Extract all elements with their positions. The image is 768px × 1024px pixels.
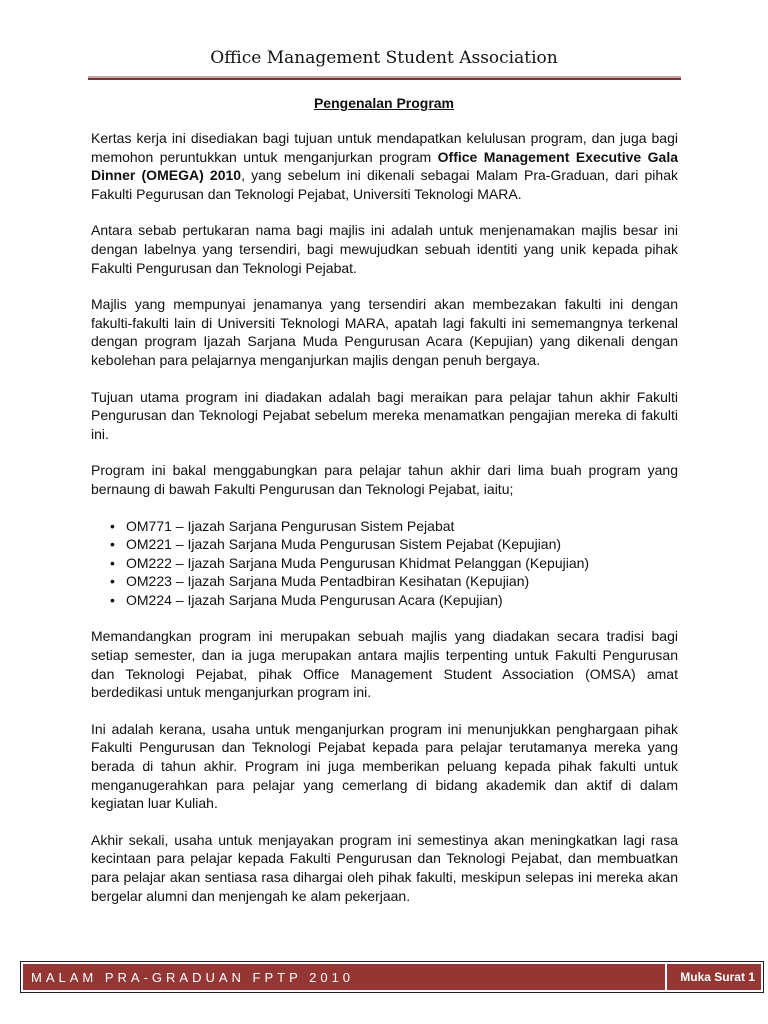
program-list [91,517,678,610]
page-footer [20,961,764,993]
list-item: • OM223 – Ijazah Sarjana Muda Pentadbiran Kesihatan (Kepujian) [126,572,678,591]
page-number: Muka Surat 1 [667,964,761,990]
footer-event-title: MALAM PRA-GRADUAN FPTP 2010 [23,964,665,990]
paragraph: Akhir sekali, usaha untuk menjayakan program ini semestinya akan meningkatkan lagi rasa kecintaan para pelajar kepada Fakulti Pengurusan dan Teknologi Pejabat, dan membuatkan para pelajar akan sentiasa rasa dihargai oleh pihak fakulti, meskipun selepas ini mereka akan bergelar alumni dan menjengah ke alam pekerjaan. [91,831,678,904]
paragraph: Majlis yang mempunyai jenamanya yang tersendiri akan membezakan fakulti ini dengan fakulti-fakulti lain di Universiti Teknologi MARA, apatah lagi fakulti ini sememangnya terkenal dengan program Ijazah Sarjana Muda Pengurusan Acara (Kepujian) yang dikenali dengan kebolehan para pelajarnya menganjurkan majlis dengan penuh bergaya. [91,296,678,368]
paragraph: Antara sebab pertukaran nama bagi majlis ini adalah untuk menjenamakan majlis besar ini dengan labelnya yang tersendiri, bagi mewujudkan sebuah identiti yang unik kepada pihak Fakulti Pengurusan dan Teknologi Pejabat. [91,222,678,276]
paragraph: Program ini bakal menggabungkan para pelajar tahun akhir dari lima buah program yang bernaung di bawah Fakulti Pengurusan dan Teknologi Pejabat, iaitu; [91,462,678,497]
list-item: • OM771 – Ijazah Sarjana Pengurusan Sistem Pejabat [126,517,678,536]
page-header-title: Office Management Student Association [210,48,558,68]
paragraph: Memandangkan program ini merupakan sebuah majlis yang diadakan secara tradisi bagi setiap semester, dan ia juga merupakan antara majlis terpenting untuk Fakulti Pengurusan dan Teknologi Pejabat, pihak Office Management Student Association (OMSA) amat berdedikasi untuk menganjurkan program ini. [91,628,678,701]
paragraph [91,129,678,203]
section-title: Pengenalan Program [313,95,455,111]
list-item: • OM224 – Ijazah Sarjana Muda Pengurusan Acara (Kepujian) [126,591,678,610]
list-item: • OM221 – Ijazah Sarjana Muda Pengurusan Sistem Pejabat (Kepujian) [126,535,678,554]
document-body [91,129,678,923]
paragraph: Tujuan utama program ini diadakan adalah bagi meraikan para pelajar tahun akhir Fakulti Pengurusan dan Teknologi Pejabat sebelum mereka menamatkan pengajian mereka di fakulti ini. [91,388,678,442]
program-name: Office Management Executive Gala Dinner (OMEGA) 2010 [91,148,678,184]
list-item: • OM222 – Ijazah Sarjana Muda Pengurusan Khidmat Pelanggan (Kepujian) [126,554,678,573]
header-divider [88,76,681,80]
text: , yang sebelum ini dikenali sebagai Malam Pra-Graduan, dari pihak Fakulti Pegurusan dan Teknologi Pejabat, Universiti Teknologi MARA. [91,167,678,202]
paragraph: Ini adalah kerana, usaha untuk menganjurkan program ini menunjukkan penghargaan pihak Fakulti Pengurusan dan Teknologi Pejabat kepada para pelajar terutamanya mereka yang berada di tahun akhir. Program ini juga memberikan peluang kepada pihak fakulti untuk menganugerahkan para pelajar yang cemerlang di bidang akademik dan aktif di dalam kegiatan luar Kuliah. [91,720,678,812]
text: Kertas kerja ini disediakan bagi tujuan untuk mendapatkan kelulusan program, dan juga bagi memohon peruntukkan untuk menganjurkan program [91,130,678,165]
